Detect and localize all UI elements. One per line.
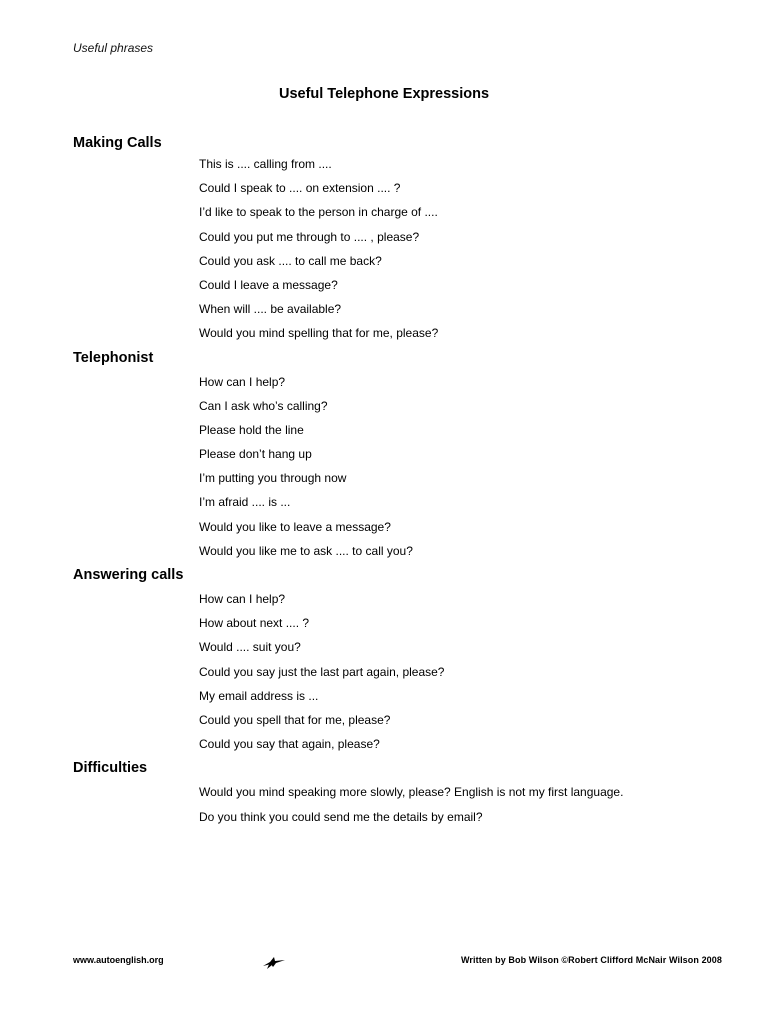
phrase-item: I’m afraid .... is ... xyxy=(199,495,291,510)
phrase-item: Please don’t hang up xyxy=(199,447,312,462)
section-difficulties xyxy=(0,756,768,828)
phrase-list xyxy=(0,780,768,828)
section-answering-calls xyxy=(0,563,768,756)
document-title: Useful Telephone Expressions xyxy=(278,86,490,102)
phrase-item: Could you say just the last part again, please? xyxy=(199,664,445,679)
phrase-item: Would you mind speaking more slowly, please? English is not my first language. xyxy=(199,785,624,800)
phrase-item: Would you like me to ask .... to call you? xyxy=(199,543,413,558)
section-heading: Answering calls xyxy=(73,567,184,583)
phrase-item: How can I help? xyxy=(199,592,286,606)
section-telephonist xyxy=(0,346,768,564)
phrase-item: Would you like to leave a message? xyxy=(199,519,391,534)
phrase-item: Can I ask who’s calling? xyxy=(199,398,328,413)
phrase-item: Would you mind spelling that for me, please? xyxy=(199,326,439,341)
phrase-item: How can I help? xyxy=(199,374,286,389)
phrase-item: Please hold the line xyxy=(199,422,304,437)
phrase-item: Do you think you could send me the details by email? xyxy=(199,809,483,824)
section-heading: Difficulties xyxy=(73,760,148,777)
phrase-item: Could you spell that for me, please? xyxy=(199,712,391,727)
phrase-sections xyxy=(0,131,768,829)
phrase-item: How about next .... ? xyxy=(199,616,310,631)
section-heading: Making Calls xyxy=(73,135,162,151)
phrase-item: My email address is ... xyxy=(199,688,319,703)
phrase-item: Could you say that again, please? xyxy=(199,737,380,752)
bird-logo-icon xyxy=(261,953,287,971)
phrase-item: Could I leave a message? xyxy=(199,277,338,292)
phrase-list xyxy=(0,587,768,756)
phrase-list xyxy=(0,152,768,346)
phrase-item: Would .... suit you? xyxy=(199,640,301,655)
footer-url: www.autoenglish.org xyxy=(73,955,164,965)
footer-credit: Written by Bob Wilson ©Robert Clifford McNair Wilson 2008 xyxy=(460,955,722,965)
header-note: Useful phrases xyxy=(73,41,154,55)
phrase-item: Could you ask .... to call me back? xyxy=(199,253,382,268)
phrase-item: Could I speak to .... on extension .... ? xyxy=(199,181,401,196)
section-making-calls xyxy=(0,131,768,346)
page-footer xyxy=(0,953,768,973)
phrase-item: This is .... calling from .... xyxy=(199,157,332,171)
phrase-item: I’d like to speak to the person in charge of .... xyxy=(199,205,438,220)
phrase-item: When will .... be available? xyxy=(199,302,342,317)
phrase-item: Could you put me through to .... , please? xyxy=(199,229,420,244)
section-heading: Telephonist xyxy=(73,349,154,366)
phrase-item: I’m putting you through now xyxy=(199,471,347,486)
phrase-list xyxy=(0,370,768,564)
